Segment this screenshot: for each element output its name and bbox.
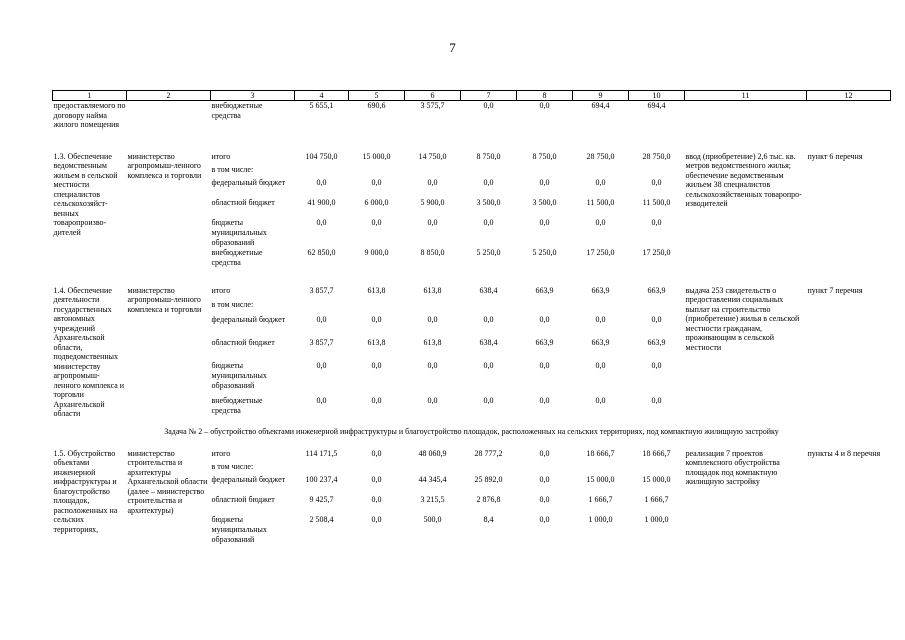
funding-source: федеральный бюджет xyxy=(211,474,286,484)
value-cell: 17 250,0 xyxy=(586,247,615,257)
value-cell xyxy=(573,300,629,315)
value-cell: 18 666,7 xyxy=(586,448,615,458)
value-cell: 100 237,4 xyxy=(305,474,338,484)
value-cell: 613,8 xyxy=(423,285,442,295)
block-spacer xyxy=(53,130,891,152)
value-cell xyxy=(405,165,461,178)
value-cell xyxy=(349,300,405,315)
value-cell: 41 900,0 xyxy=(307,197,336,207)
value-cell: 0,0 xyxy=(371,448,382,458)
expected-result: выдача 253 свидетельств о предоставлении социальных выплат на строительство (приобретение) жилья в сельской местности гражданам, проживающим в сельской местности xyxy=(685,285,800,352)
value-cell: 62 850,0 xyxy=(307,247,336,257)
table-row xyxy=(53,101,891,130)
value-cell: 5 655,1 xyxy=(309,101,334,110)
funding-source: итого xyxy=(211,448,231,458)
value-cell: 11 500,0 xyxy=(586,197,615,207)
value-cell: 0,0 xyxy=(539,217,550,227)
funding-source: бюджеты муниципальных образований xyxy=(211,361,267,391)
value-cell: 0,0 xyxy=(427,395,438,405)
value-cell: 8,4 xyxy=(483,514,494,524)
responsible-executor: министерство агропромыш-ленного комплекса и торговли xyxy=(127,151,202,180)
value-cell: 114 171,5 xyxy=(305,448,338,458)
funding-source: итого xyxy=(211,285,231,295)
table-row xyxy=(53,449,891,462)
value-cell: 0,0 xyxy=(539,494,550,504)
funding-source: в том числе: xyxy=(211,461,254,471)
value-cell: 1 666,7 xyxy=(644,494,669,504)
value-cell xyxy=(517,300,573,315)
value-cell: 0,0 xyxy=(539,315,550,325)
value-cell: 0,0 xyxy=(595,315,606,325)
column-header: 8 xyxy=(517,91,573,101)
value-cell: 3 215,5 xyxy=(420,494,445,504)
value-cell: 0,0 xyxy=(316,315,327,325)
value-cell xyxy=(629,300,685,315)
column-header: 1 xyxy=(53,91,127,101)
value-cell: 15 000,0 xyxy=(642,474,671,484)
block-spacer xyxy=(53,268,891,286)
value-cell: 9 425,7 xyxy=(309,494,334,504)
value-cell: 2 508,4 xyxy=(309,514,334,524)
funding-source: федеральный бюджет xyxy=(211,177,286,187)
value-cell: 0,0 xyxy=(651,217,662,227)
value-cell: 663,9 xyxy=(591,338,610,348)
value-cell: 0,0 xyxy=(539,448,550,458)
value-cell xyxy=(295,165,349,178)
value-cell: 694,4 xyxy=(647,101,666,110)
value-cell xyxy=(629,165,685,178)
page-number: 7 xyxy=(449,40,456,55)
value-cell: 3 857,7 xyxy=(309,338,334,348)
value-cell xyxy=(573,462,629,475)
funding-source: внебюджетные средства xyxy=(211,101,263,120)
value-cell: 28 777,2 xyxy=(474,448,503,458)
activity-name: 1.3. Обеспечение ведомственным жильем в сельской местности специалистов сельскохозяйст-венных товаропроизво-дителей xyxy=(53,151,118,237)
responsible-executor xyxy=(127,101,211,130)
value-cell xyxy=(461,300,517,315)
value-cell: 0,0 xyxy=(539,395,550,405)
funding-source: бюджеты муниципальных образований xyxy=(211,217,267,247)
column-header: 12 xyxy=(807,91,891,101)
activity-name: предоставляемого по договору найма жилого помещения xyxy=(53,101,126,129)
value-cell: 8 850,0 xyxy=(420,247,445,257)
value-cell: 0,0 xyxy=(483,177,494,187)
value-cell xyxy=(349,462,405,475)
value-cell: 1 000,0 xyxy=(588,514,613,524)
funding-source: в том числе: xyxy=(211,300,254,310)
value-cell: 17 250,0 xyxy=(642,247,671,257)
value-cell xyxy=(295,462,349,475)
funding-source: федеральный бюджет xyxy=(211,315,286,325)
funding-source: областной бюджет xyxy=(211,197,275,207)
value-cell: 613,8 xyxy=(367,285,386,295)
value-cell: 15 000,0 xyxy=(362,151,391,161)
value-cell: 0,0 xyxy=(595,395,606,405)
value-cell: 613,8 xyxy=(367,338,386,348)
program-table xyxy=(52,90,891,545)
value-cell: 104 750,0 xyxy=(305,151,338,161)
indicator-link: пункт 6 перечня xyxy=(807,151,863,161)
value-cell: 694,4 xyxy=(591,101,610,110)
value-cell: 6 000,0 xyxy=(364,197,389,207)
responsible-executor: министерство агропромыш-ленного комплекса и торговли xyxy=(127,285,202,314)
value-cell: 0,0 xyxy=(371,494,382,504)
value-cell: 28 750,0 xyxy=(586,151,615,161)
value-cell: 0,0 xyxy=(539,361,550,371)
value-cell: 0,0 xyxy=(539,514,550,524)
funding-source: бюджеты муниципальных образований xyxy=(211,514,267,544)
value-cell: 0,0 xyxy=(427,177,438,187)
value-cell: 1 666,7 xyxy=(588,494,613,504)
value-cell: 3 857,7 xyxy=(309,285,334,295)
value-cell: 0,0 xyxy=(483,101,494,110)
value-cell: 0,0 xyxy=(483,315,494,325)
value-cell: 0,0 xyxy=(427,361,438,371)
value-cell xyxy=(629,462,685,475)
table-row xyxy=(53,152,891,165)
value-cell: 500,0 xyxy=(423,514,442,524)
column-header: 9 xyxy=(573,91,629,101)
value-cell: 0,0 xyxy=(427,217,438,227)
column-header: 2 xyxy=(127,91,211,101)
funding-source: итого xyxy=(211,151,231,161)
value-cell: 3 500,0 xyxy=(476,197,501,207)
value-cell: 0,0 xyxy=(651,361,662,371)
value-cell xyxy=(461,165,517,178)
value-cell: 44 345,4 xyxy=(418,474,447,484)
value-cell: 1 000,0 xyxy=(644,514,669,524)
indicator-link: пункт 7 перечня xyxy=(807,285,863,295)
value-cell: 0,0 xyxy=(651,395,662,405)
value-cell: 25 892,0 xyxy=(474,474,503,484)
spacer-cell xyxy=(53,268,891,286)
value-cell: 0,0 xyxy=(371,315,382,325)
funding-source: областной бюджет xyxy=(211,338,275,348)
indicator-link: пункты 4 и 8 перечня xyxy=(807,448,881,458)
value-cell: 0,0 xyxy=(539,474,550,484)
value-cell: 0,0 xyxy=(371,514,382,524)
value-cell xyxy=(349,165,405,178)
value-cell: 8 750,0 xyxy=(476,151,501,161)
value-cell: 3 575,7 xyxy=(420,101,445,110)
spacer-cell xyxy=(53,130,891,152)
value-cell: 0,0 xyxy=(595,217,606,227)
column-header: 5 xyxy=(349,91,405,101)
value-cell: 0,0 xyxy=(427,315,438,325)
column-header: 3 xyxy=(211,91,295,101)
value-cell xyxy=(517,462,573,475)
funding-source: внебюджетные средства xyxy=(211,395,263,415)
value-cell: 0,0 xyxy=(316,217,327,227)
value-cell: 5 900,0 xyxy=(420,197,445,207)
value-cell: 9 000,0 xyxy=(364,247,389,257)
indicator-link xyxy=(807,101,891,130)
value-cell: 3 500,0 xyxy=(532,197,557,207)
responsible-executor: министерство строительства и архитектуры Архангельской области (далее – министерство строительства и архитектуры) xyxy=(127,448,208,515)
value-cell: 28 750,0 xyxy=(642,151,671,161)
funding-source: внебюджетные средства xyxy=(211,247,263,267)
expected-result: реализация 7 проектов комплексного обустройства площадок под компактную жилищную застройку xyxy=(685,448,780,486)
value-cell: 0,0 xyxy=(316,361,327,371)
value-cell: 14 750,0 xyxy=(418,151,447,161)
value-cell: 690,6 xyxy=(367,101,386,110)
value-cell: 663,9 xyxy=(535,338,554,348)
value-cell: 0,0 xyxy=(371,177,382,187)
value-cell: 638,4 xyxy=(479,338,498,348)
value-cell: 0,0 xyxy=(316,177,327,187)
value-cell: 0,0 xyxy=(316,395,327,405)
value-cell: 0,0 xyxy=(651,315,662,325)
value-cell xyxy=(461,462,517,475)
value-cell: 0,0 xyxy=(483,395,494,405)
column-header: 4 xyxy=(295,91,349,101)
value-cell xyxy=(405,462,461,475)
task-heading: Задача № 2 – обустройство объектами инженерной инфраструктуры и благоустройство площадок, расположенных на сельских территориях, под компактную жилищную застройку xyxy=(164,426,779,436)
value-cell: 0,0 xyxy=(651,177,662,187)
value-cell xyxy=(573,165,629,178)
value-cell: 0,0 xyxy=(595,177,606,187)
column-header: 6 xyxy=(405,91,461,101)
funding-source: областной бюджет xyxy=(211,494,275,504)
value-cell: 663,9 xyxy=(591,285,610,295)
value-cell: 48 060,9 xyxy=(418,448,447,458)
value-cell: 0,0 xyxy=(539,177,550,187)
column-header: 7 xyxy=(461,91,517,101)
value-cell: 5 250,0 xyxy=(476,247,501,257)
value-cell: 0,0 xyxy=(371,395,382,405)
value-cell: 0,0 xyxy=(483,217,494,227)
column-header: 10 xyxy=(629,91,685,101)
table-header xyxy=(53,91,891,101)
value-cell xyxy=(295,300,349,315)
column-header: 11 xyxy=(685,91,807,101)
value-cell: 613,8 xyxy=(423,338,442,348)
value-cell: 0,0 xyxy=(371,217,382,227)
value-cell: 638,4 xyxy=(479,285,498,295)
value-cell: 5 250,0 xyxy=(532,247,557,257)
expected-result xyxy=(685,101,807,130)
table-row xyxy=(53,286,891,301)
value-cell: 663,9 xyxy=(647,338,666,348)
value-cell: 15 000,0 xyxy=(586,474,615,484)
value-cell: 0,0 xyxy=(595,361,606,371)
value-cell: 0,0 xyxy=(483,361,494,371)
value-cell: 18 666,7 xyxy=(642,448,671,458)
task-row xyxy=(53,419,891,449)
activity-name: 1.4. Обеспечение деятельности государственных автономных учреждений Архангельской области, подведомственных министерству агропромыш-ленного комплекса и торговли Архангельской области xyxy=(53,285,125,418)
value-cell: 11 500,0 xyxy=(642,197,671,207)
activity-name: 1.5. Обустройство объектами инженерной инфраструктуры и благоустройство площадок, расположенных на сельских территориях, xyxy=(53,448,118,534)
value-cell: 0,0 xyxy=(371,474,382,484)
value-cell: 0,0 xyxy=(539,101,550,110)
value-cell: 663,9 xyxy=(647,285,666,295)
value-cell: 2 876,8 xyxy=(476,494,501,504)
value-cell xyxy=(517,165,573,178)
value-cell: 663,9 xyxy=(535,285,554,295)
value-cell: 8 750,0 xyxy=(532,151,557,161)
value-cell: 0,0 xyxy=(371,361,382,371)
value-cell xyxy=(405,300,461,315)
expected-result: ввод (приобретение) 2,6 тыс. кв. метров ведомственного жилья; обеспечение ведомственным жильем 38 специалистов сельскохозяйственных товаропро-изводителей xyxy=(685,151,802,208)
funding-source: в том числе: xyxy=(211,164,254,174)
